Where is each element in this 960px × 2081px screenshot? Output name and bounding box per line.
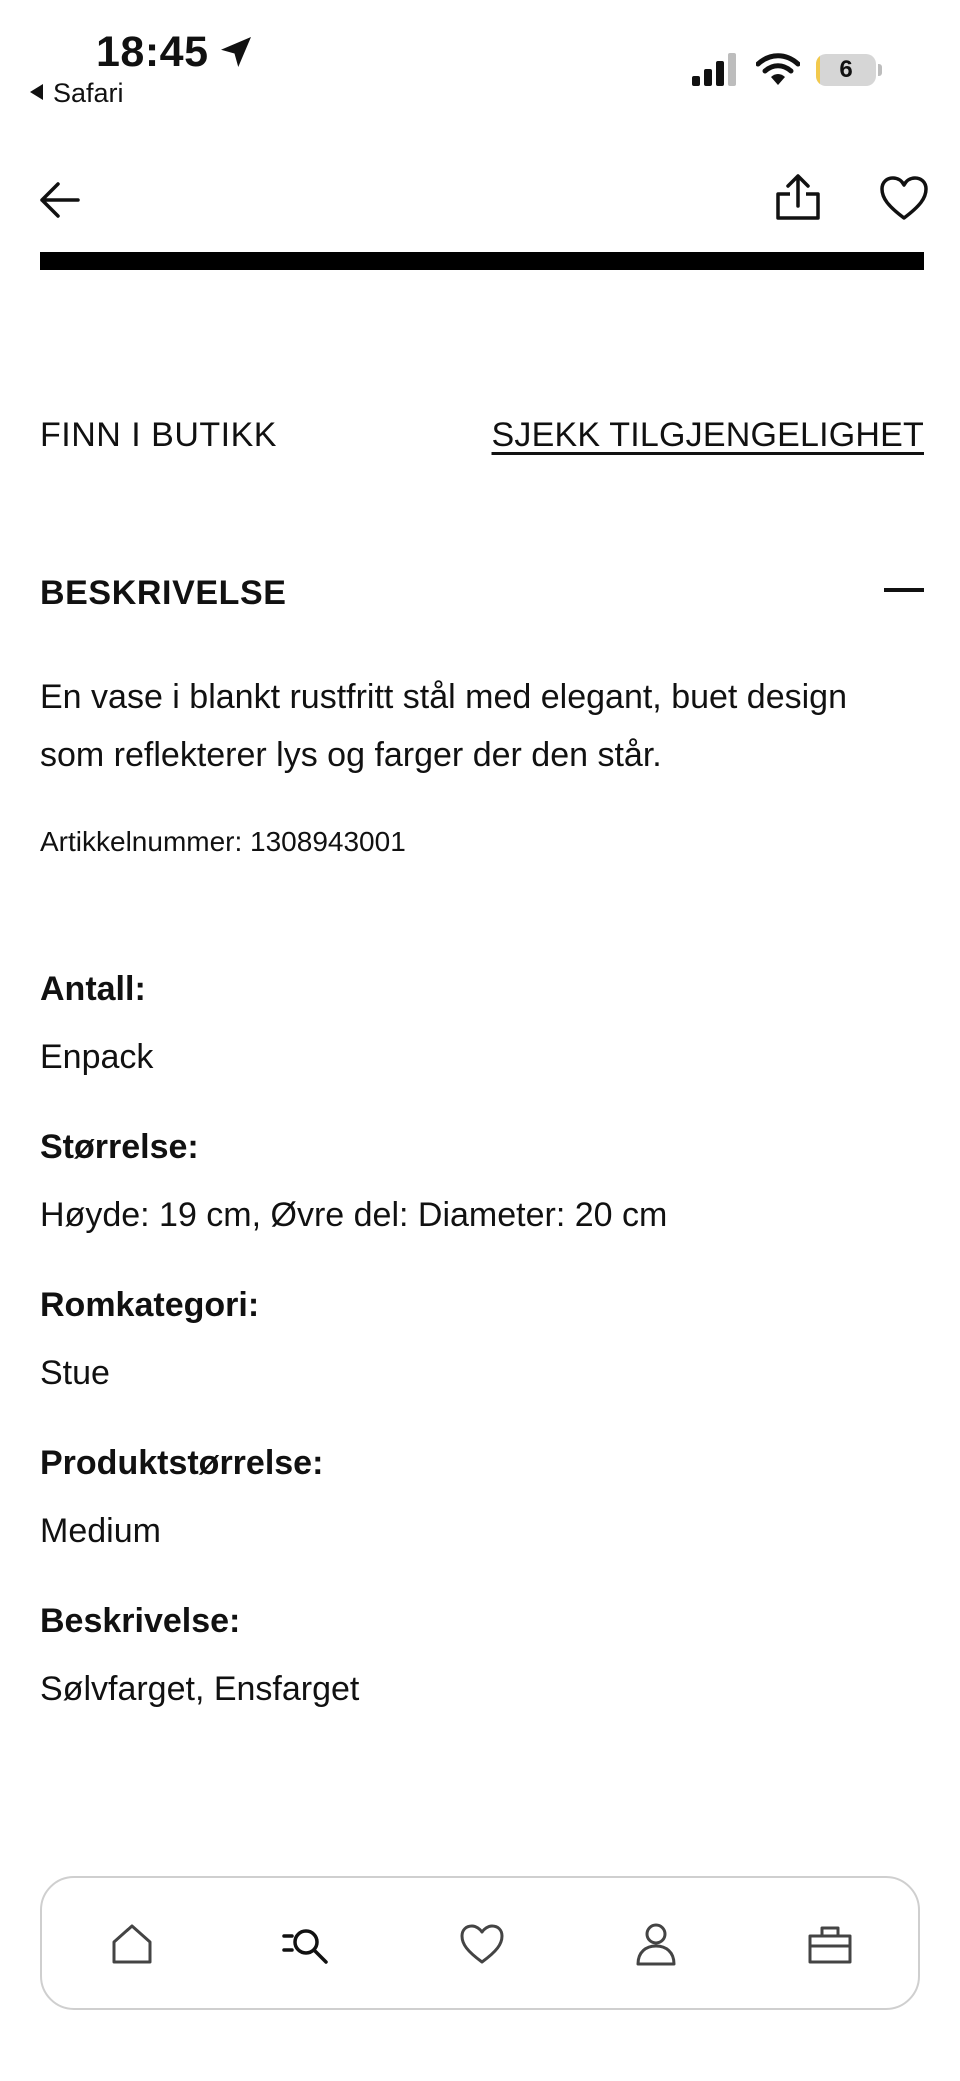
attr-label-size: Størrelse: — [40, 1128, 199, 1166]
check-availability-link[interactable]: SJEKK TILGJENGELIGHET — [491, 416, 924, 454]
attr-value-room-category: Stue — [40, 1354, 110, 1392]
tab-favorites[interactable] — [456, 1918, 508, 1970]
attr-label-room-category: Romkategori: — [40, 1286, 260, 1324]
attr-value-size: Høyde: 19 cm, Øvre del: Diameter: 20 cm — [40, 1196, 668, 1234]
attr-label-description: Beskrivelse: — [40, 1602, 241, 1640]
attr-label-product-size: Produktstørrelse: — [40, 1444, 324, 1482]
location-arrow-icon — [218, 34, 254, 70]
heart-icon — [456, 1918, 508, 1970]
battery-indicator — [816, 54, 882, 88]
back-triangle-icon — [30, 84, 43, 100]
wifi-icon — [756, 52, 800, 88]
tab-home[interactable] — [106, 1918, 158, 1970]
attr-label-quantity: Antall: — [40, 970, 146, 1008]
home-icon — [106, 1918, 158, 1970]
article-number: Artikkelnummer: 1308943001 — [40, 826, 406, 857]
bottom-tab-bar — [40, 1876, 920, 2010]
tab-cart[interactable] — [804, 1918, 856, 1970]
description-text: En vase i blankt rustfritt stål med elegant, buet design som reflekterer lys og farger der den står. — [40, 678, 848, 774]
battery-cap — [878, 64, 882, 76]
collapse-minus-icon[interactable] — [884, 588, 924, 592]
back-app-label: Safari — [53, 78, 124, 108]
cellular-signal-icon — [692, 52, 740, 88]
attr-value-quantity: Enpack — [40, 1038, 154, 1076]
description-title[interactable]: BESKRIVELSE — [40, 574, 287, 612]
shopping-bag-icon — [804, 1918, 856, 1970]
tab-account[interactable] — [630, 1918, 682, 1970]
image-bottom-bar — [40, 252, 924, 270]
share-icon[interactable] — [772, 172, 824, 224]
person-icon — [630, 1918, 682, 1970]
tab-menu-search[interactable] — [280, 1918, 332, 1970]
find-in-store-label: FINN I BUTIKK — [40, 416, 277, 454]
attr-value-description: Sølvfarget, Ensfarget — [40, 1670, 360, 1708]
menu-search-icon — [280, 1918, 332, 1970]
battery-level: 6 — [839, 56, 853, 83]
attr-value-product-size: Medium — [40, 1512, 161, 1550]
arrow-left-icon[interactable] — [36, 176, 84, 224]
favorite-heart-icon[interactable] — [878, 174, 930, 224]
status-time: 18:45 — [96, 28, 209, 76]
back-to-app[interactable] — [30, 78, 124, 109]
